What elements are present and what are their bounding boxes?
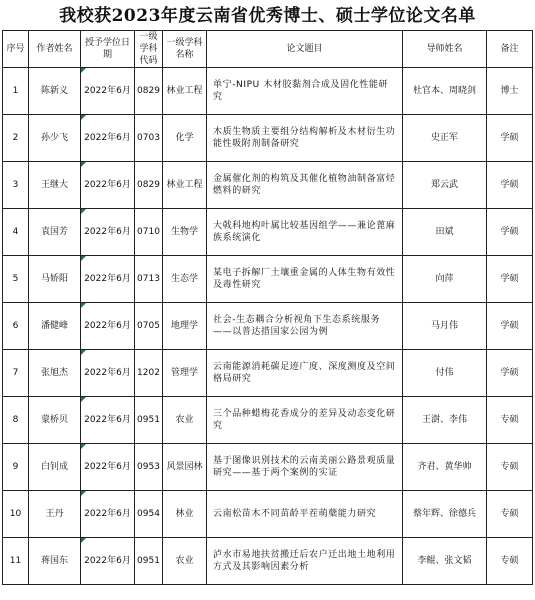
cell-date [81,162,135,209]
cell-date [81,397,135,444]
cell-date [81,256,135,303]
table-row [3,256,533,303]
cell-author: 陈新义 [29,68,81,115]
cell-thesis: 木质生物质主要组分结构解析及木材衍生功能性吸附剂制备研究 [207,115,403,162]
cell-thesis: 云南能源消耗碳足迹广度、深度测度及空间格局研究 [207,350,403,397]
cell-author: 张旭杰 [29,350,81,397]
header-thesis: 论文题目 [207,31,403,68]
cell-author: 白钊成 [29,444,81,491]
cell-no: 2 [3,115,29,162]
cell-comment-marker-icon [81,350,86,355]
cell-no: 9 [3,444,29,491]
cell-note: 专硕 [487,538,533,585]
cell-thesis: 金属催化剂的构筑及其催化植物油制备富烃燃料的研究 [207,162,403,209]
table-row [3,491,533,538]
cell-author: 马娇阳 [29,256,81,303]
cell-advisor: 李鲲、张文韬 [403,538,487,585]
cell-thesis: 云南松苗木不同苗龄平茬萌蘖能力研究 [207,491,403,538]
cell-note: 学硕 [487,303,533,350]
cell-thesis: 基于图像识别技术的云南美丽公路景观质量研究——基于两个案例的实证 [207,444,403,491]
header-discipline: 一级学科名称 [163,31,207,68]
cell-date-text: 2022年6月 [84,227,131,237]
cell-code: 0829 [135,162,163,209]
document-title: 我校获2023年度云南省优秀博士、硕士学位论文名单 [59,6,476,26]
cell-no: 8 [3,397,29,444]
cell-note: 博士 [487,68,533,115]
cell-note: 学硕 [487,256,533,303]
cell-code: 0703 [135,115,163,162]
cell-advisor: 齐君、黄华帅 [403,444,487,491]
cell-note: 学硕 [487,209,533,256]
cell-discipline: 林业 [163,491,207,538]
table-row [3,397,533,444]
cell-note: 专硕 [487,444,533,491]
cell-discipline: 风景园林 [163,444,207,491]
cell-no: 5 [3,256,29,303]
cell-date-text: 2022年6月 [84,368,131,378]
cell-code: 0951 [135,538,163,585]
cell-thesis: 三个品种蜡梅花香成分的差异及动态变化研究 [207,397,403,444]
cell-comment-marker-icon [81,68,86,73]
cell-advisor: 蔡年辉、徐德兵 [403,491,487,538]
header-no: 序号 [3,31,29,68]
header-date: 授予学位日期 [81,31,135,68]
cell-thesis: 某电子拆解厂土壤重金属的人体生物有效性及毒性研究 [207,256,403,303]
cell-no: 6 [3,303,29,350]
cell-discipline: 生物学 [163,209,207,256]
cell-discipline: 林业工程 [163,68,207,115]
cell-comment-marker-icon [81,491,86,496]
cell-advisor: 杜官本、周晓剑 [403,68,487,115]
cell-date [81,350,135,397]
cell-advisor: 史正军 [403,115,487,162]
cell-author: 潘健峰 [29,303,81,350]
cell-no: 3 [3,162,29,209]
cell-code: 0829 [135,68,163,115]
cell-thesis: 单宁-NIPU 木材胶黏剂合成及固化性能研究 [207,68,403,115]
table-row [3,209,533,256]
cell-date [81,444,135,491]
cell-code: 0954 [135,491,163,538]
cell-author: 孙少飞 [29,115,81,162]
cell-date [81,115,135,162]
cell-date-text: 2022年6月 [84,321,131,331]
cell-note: 专硕 [487,491,533,538]
cell-author: 蒋国东 [29,538,81,585]
cell-thesis: 大戟科地构叶属比较基因组学——兼论蓖麻族系统演化 [207,209,403,256]
cell-discipline: 化学 [163,115,207,162]
cell-author: 王丹 [29,491,81,538]
cell-discipline: 生态学 [163,256,207,303]
cell-discipline: 管理学 [163,350,207,397]
cell-advisor: 马月伟 [403,303,487,350]
cell-comment-marker-icon [81,397,86,402]
cell-comment-marker-icon [81,162,86,167]
cell-date-text: 2022年6月 [84,509,131,519]
cell-date [81,209,135,256]
cell-note: 专硕 [487,397,533,444]
cell-date [81,491,135,538]
header-code: 一级学科代码 [135,31,163,68]
cell-note: 学硕 [487,115,533,162]
cell-comment-marker-icon [81,303,86,308]
table-row [3,444,533,491]
cell-advisor: 付伟 [403,350,487,397]
cell-discipline: 地理学 [163,303,207,350]
cell-note: 学硕 [487,162,533,209]
header-note: 备注 [487,31,533,68]
cell-comment-marker-icon [81,538,86,543]
cell-advisor: 田斌 [403,209,487,256]
cell-code: 0705 [135,303,163,350]
cell-discipline: 农业 [163,397,207,444]
thesis-list-table [2,30,533,585]
cell-date-text: 2022年6月 [84,180,131,190]
cell-code: 0951 [135,397,163,444]
cell-date [81,68,135,115]
table-header-row [3,31,533,68]
table-row [3,538,533,585]
cell-thesis: 泸水市易地扶贫搬迁后农户迁出地土地利用方式及其影响因素分析 [207,538,403,585]
cell-date-text: 2022年6月 [84,415,131,425]
cell-thesis: 社会-生态耦合分析视角下生态系统服务——以普达措国家公园为例 [207,303,403,350]
cell-advisor: 向萍 [403,256,487,303]
cell-no: 4 [3,209,29,256]
table-body [3,68,533,585]
cell-code: 0713 [135,256,163,303]
cell-advisor: 郑云武 [403,162,487,209]
cell-note: 学硕 [487,350,533,397]
cell-comment-marker-icon [81,256,86,261]
cell-code: 0710 [135,209,163,256]
cell-comment-marker-icon [81,115,86,120]
cell-comment-marker-icon [81,444,86,449]
table-row [3,115,533,162]
cell-author: 蒙桥贝 [29,397,81,444]
table-row [3,350,533,397]
cell-discipline: 农业 [163,538,207,585]
cell-advisor: 王澍、李伟 [403,397,487,444]
cell-date [81,538,135,585]
header-author: 作者姓名 [29,31,81,68]
cell-author: 袁国芳 [29,209,81,256]
header-advisor: 导师姓名 [403,31,487,68]
table-row [3,303,533,350]
table-row [3,68,533,115]
cell-comment-marker-icon [81,209,86,214]
cell-date-text: 2022年6月 [84,274,131,284]
cell-no: 11 [3,538,29,585]
cell-discipline: 林业工程 [163,162,207,209]
cell-date-text: 2022年6月 [84,133,131,143]
cell-date-text: 2022年6月 [84,462,131,472]
cell-no: 1 [3,68,29,115]
cell-date-text: 2022年6月 [84,86,131,96]
cell-date [81,303,135,350]
cell-author: 王继大 [29,162,81,209]
cell-date-text: 2022年6月 [84,556,131,566]
cell-code: 1202 [135,350,163,397]
cell-code: 0953 [135,444,163,491]
table-row [3,162,533,209]
cell-no: 10 [3,491,29,538]
cell-no: 7 [3,350,29,397]
